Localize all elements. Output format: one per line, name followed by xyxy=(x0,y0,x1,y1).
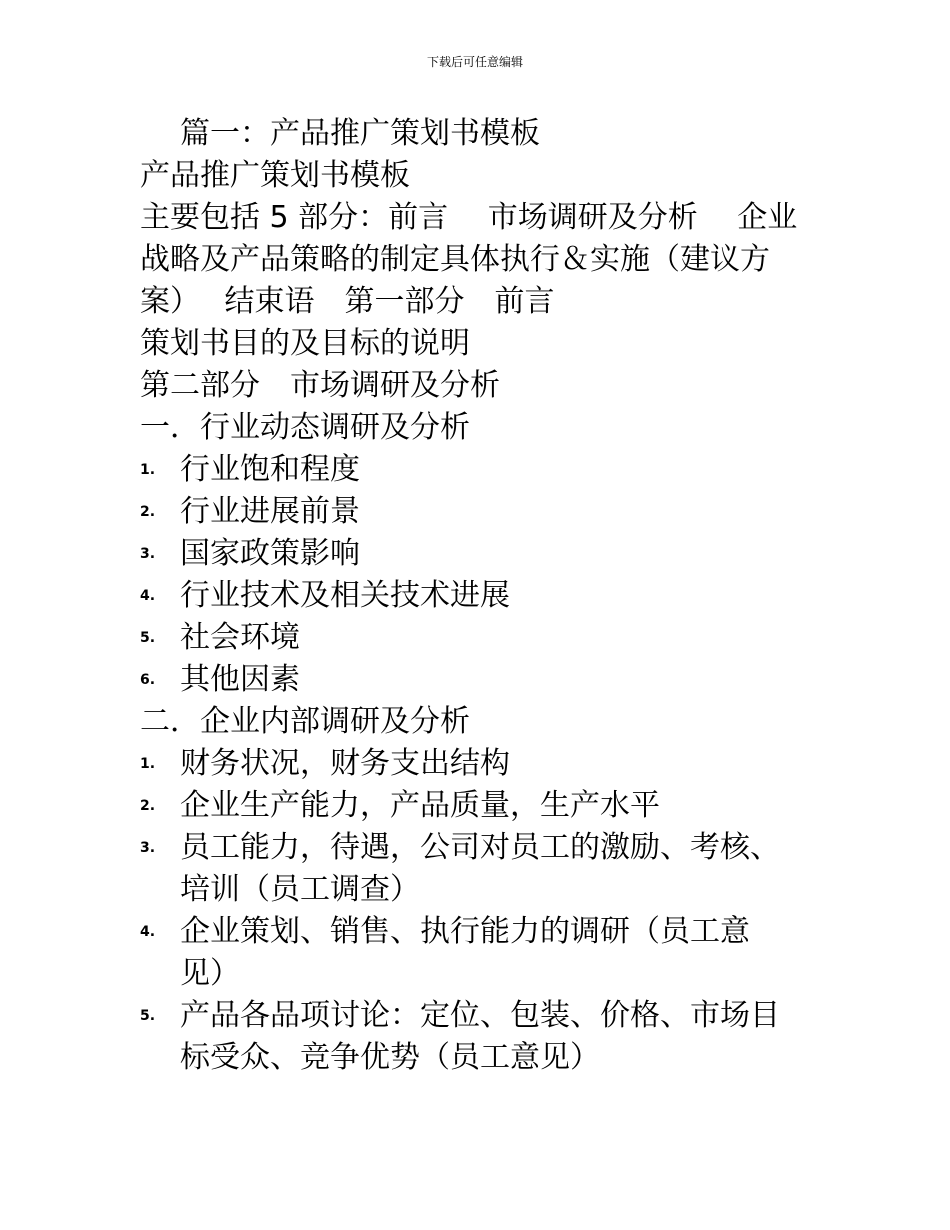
list-item xyxy=(140,617,820,659)
list-item-text-continued: 见） xyxy=(180,956,240,991)
list-item-number: 1. xyxy=(140,756,156,772)
list-item xyxy=(140,995,820,1079)
body-line: 策划书目的及目标的说明 xyxy=(140,326,470,361)
list-item xyxy=(140,743,820,785)
list-item-number: 2. xyxy=(140,504,156,520)
body-line: 战略及产品策略的制定具体执行＆实施（建议方 xyxy=(140,242,770,277)
list-item xyxy=(140,575,820,617)
body-line: 主要包括 5 部分：前言 市场调研及分析 企业 xyxy=(140,200,798,235)
body-line: 案） 结束语 第一部分 前言 xyxy=(140,284,555,319)
list-item-text: 行业饱和程度 xyxy=(180,452,360,487)
list-item-text: 行业进展前景 xyxy=(180,494,360,529)
list-item-number: 5. xyxy=(140,1008,156,1024)
document-title: 篇一：产品推广策划书模板 xyxy=(180,116,540,151)
list-item-number: 1. xyxy=(140,462,156,478)
list-item-number: 2. xyxy=(140,798,156,814)
list-item-number: 5. xyxy=(140,630,156,646)
list-item xyxy=(140,785,820,827)
body-line: 第二部分 市场调研及分析 xyxy=(140,368,500,403)
list-item xyxy=(140,533,820,575)
document-body xyxy=(140,113,820,1079)
list-item xyxy=(140,659,820,701)
list-item-text: 员工能力，待遇，公司对员工的激励、考核、 xyxy=(180,830,780,865)
list-item-number: 3. xyxy=(140,840,156,856)
list-item-text: 企业生产能力，产品质量，生产水平 xyxy=(180,788,660,823)
list-item-number: 4. xyxy=(140,588,156,604)
list-item-text: 行业技术及相关技术进展 xyxy=(180,578,510,613)
page-header-note: 下载后可任意编辑 xyxy=(426,55,523,69)
list-item-number: 3. xyxy=(140,546,156,562)
body-line: 产品推广策划书模板 xyxy=(140,158,410,193)
list-item-text: 产品各品项讨论：定位、包装、价格、市场目 xyxy=(180,998,780,1033)
section-heading-industry: 一．行业动态调研及分析 xyxy=(140,410,470,445)
list-item-text: 其他因素 xyxy=(180,662,300,697)
list-item-text: 社会环境 xyxy=(180,620,300,655)
list-item xyxy=(140,491,820,533)
list-item-number: 6. xyxy=(140,672,156,688)
list-item-text: 国家政策影响 xyxy=(180,536,360,571)
section-heading-internal: 二．企业内部调研及分析 xyxy=(140,704,470,739)
list-item xyxy=(140,827,820,911)
list-item-text-continued: 标受众、竞争优势（员工意见） xyxy=(180,1040,600,1075)
list-item-text-continued: 培训（员工调查） xyxy=(180,872,420,907)
list-item xyxy=(140,911,820,995)
list-item-text: 财务状况，财务支出结构 xyxy=(180,746,510,781)
list-item-text: 企业策划、销售、执行能力的调研（员工意 xyxy=(180,914,750,949)
list-item-number: 4. xyxy=(140,924,156,940)
list-item xyxy=(140,449,820,491)
